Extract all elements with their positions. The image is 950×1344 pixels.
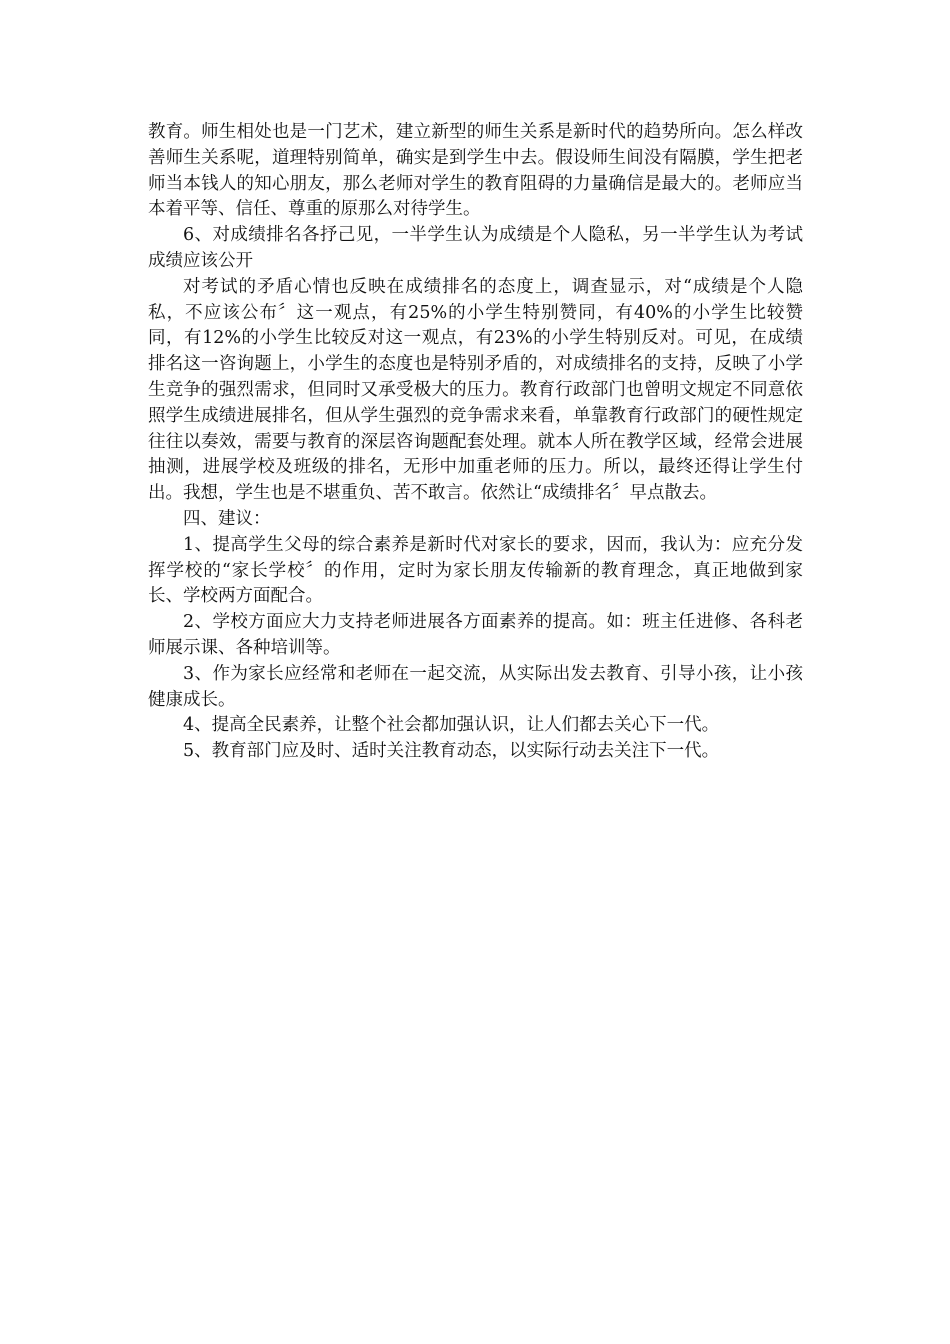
suggestion-item-3: 3、作为家长应经常和老师在一起交流，从实际出发去教育、引导小孩，让小孩健康成长。 [148, 663, 803, 710]
document-page [148, 120, 803, 765]
suggestion-item-4: 4、提高全民素养，让整个社会都加强认识，让人们都去关心下一代。 [183, 715, 720, 736]
section-heading-suggestions: 四、建议： [183, 508, 271, 529]
paragraph-point-6-heading: 6、对成绩排名各抒己见，一半学生认为成绩是个人隐私，另一半学生认为考试成绩应该公开 [148, 225, 803, 271]
paragraph-teacher-student-relation: 教育。师生相处也是一门艺术，建立新型的师生关系是新时代的趋势所向。怎么样改善师生关系呢，道理特别简单，确实是到学生中去。假设师生间没有隔膜，学生把老师当本钱人的知心朋友，那么老师对学生的教育阻碍的力量确信是最大的。老师应当本着平等、信任、尊重的原那么对待学生。 [148, 122, 803, 220]
suggestion-item-2: 2、学校方面应大力支持老师进展各方面素养的提高。如：班主任进修、各科老师展示课、各种培训等。 [148, 612, 803, 658]
paragraph-ranking-survey: 对考试的矛盾心情也反映在成绩排名的态度上，调查显示，对“成绩是个人隐私，不应该公布〞这一观点，有25%的小学生特别赞同，有40%的小学生比较赞同，有12%的小学生比较反对这一观点，有23%的小学生特别反对。可见，在成绩排名这一咨询题上，小学生的态度也是特别矛盾的，对成绩排名的支持，反映了小学生竞争的强烈需求，但同时又承受极大的压力。教育行政部门也曾明文规定不同意依照学生成绩进展排名，但从学生强烈的竞争需求来看，单靠教育行政部门的硬性规定往往以奏效，需要与教育的深层咨询题配套处理。就本人所在教学区域，经常会进展抽测，进展学校及班级的排名，无形中加重老师的压力。所以，最终还得让学生付出。我想，学生也是不堪重负、苦不敢言。依然让“成绩排名〞早点散去。 [148, 276, 803, 504]
suggestion-item-5: 5、教育部门应及时、适时关注教育动态，以实际行动去关注下一代。 [183, 741, 720, 762]
suggestion-item-1: 1、提高学生父母的综合素养是新时代对家长的要求，因而，我认为：应充分发挥学校的“家长学校〞的作用，定时为家长朋友传输新的教育理念，真正地做到家长、学校两方面配合。 [148, 534, 803, 607]
